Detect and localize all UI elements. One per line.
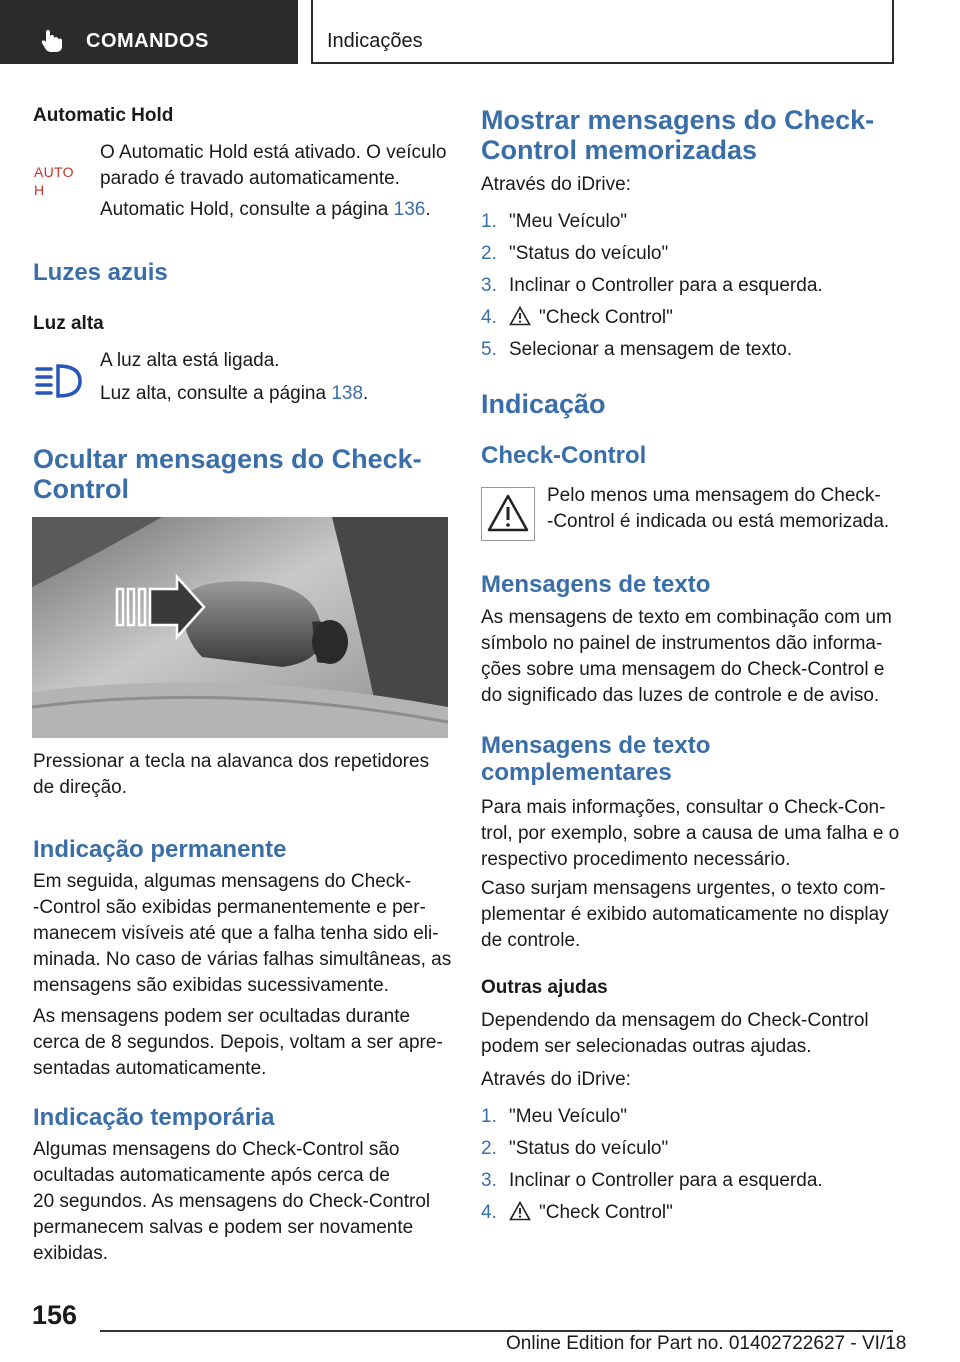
auto-hold-ref-end: . — [425, 199, 431, 220]
list-item — [481, 1136, 901, 1168]
complementares-paragraph1 — [481, 795, 899, 873]
permanente-heading: Indicação permanente — [33, 836, 287, 863]
step-number: 3. — [481, 275, 497, 296]
complementares-heading-line2: complementares — [481, 759, 672, 786]
text-line: respectivo procedimento necessário. — [481, 849, 791, 870]
luz-alta-ref-text: Luz alta, consulte a página — [100, 383, 332, 404]
check-control-heading: Check-Control — [481, 442, 647, 469]
ocultar-caption-line1: Pressionar a tecla na alavanca dos repetidores — [33, 751, 430, 772]
ocultar-heading-line2: Control — [33, 474, 129, 504]
permanente-paragraph2 — [33, 1004, 443, 1082]
list-item — [481, 209, 901, 241]
text-line: sentadas automaticamente. — [33, 1058, 267, 1079]
auto-hold-desc: O Automatic Hold está ativado. O veículo parado é travado automaticamente. — [100, 142, 447, 189]
mensagens-texto-heading: Mensagens de texto — [481, 571, 711, 598]
step-text: "Check Control" — [539, 307, 673, 328]
text-line: manecem visíveis até que a falha tenha sido eli- — [33, 923, 439, 944]
turn-signal-stalk-illustration — [32, 517, 448, 738]
text-line: As mensagens podem ser ocultadas durante — [33, 1006, 411, 1027]
step-text: Inclinar o Controller para a esquerda. — [509, 1170, 823, 1191]
step-number: 5. — [481, 339, 497, 360]
text-line: permanecem salvas e podem ser novamente — [33, 1217, 414, 1238]
section-title: COMANDOS — [86, 30, 209, 52]
list-item — [481, 241, 901, 273]
outras-steps-list — [481, 1104, 901, 1232]
mostrar-heading-line2: Control memorizadas — [481, 135, 758, 165]
chapter-title: Indicações — [327, 30, 423, 52]
step-text: "Meu Veículo" — [509, 211, 628, 232]
luz-alta-ref-end: . — [363, 383, 369, 404]
complementares-paragraph2 — [481, 876, 889, 954]
text-line: plementar é exibido automaticamente no display — [481, 904, 889, 925]
step-text: "Meu Veículo" — [509, 1106, 628, 1127]
step-number: 2. — [481, 243, 497, 264]
outras-intro: Através do iDrive: — [481, 1069, 631, 1090]
step-number: 4. — [481, 307, 497, 328]
auto-hold-page-link[interactable]: 136 — [393, 199, 426, 220]
mensagens-texto-paragraph — [481, 605, 892, 709]
list-item — [481, 273, 901, 305]
step-text: Inclinar o Controller para a esquerda. — [509, 275, 823, 296]
auto-hold-heading: Automatic Hold — [33, 105, 174, 126]
step-text: "Status do veículo" — [509, 1138, 669, 1159]
luzes-azuis-heading: Luzes azuis — [33, 259, 168, 286]
chapter-tab — [311, 0, 894, 64]
mostrar-intro: Através do iDrive: — [481, 174, 631, 195]
hand-pointer-icon — [40, 28, 66, 54]
footer-edition: Online Edition for Part no. 01402722627 - VI/18 — [506, 1333, 907, 1354]
list-item — [481, 337, 901, 369]
text-line: símbolo no painel de instrumentos dão informa- — [481, 633, 883, 654]
footer-divider — [100, 1330, 893, 1332]
text-line: Caso surjam mensagens urgentes, o texto com- — [481, 878, 886, 899]
text-line: do significado das luzes de controle e de aviso. — [481, 685, 880, 706]
ocultar-caption-line2: de direção. — [33, 777, 128, 798]
warning-triangle-icon — [509, 306, 531, 326]
step-number: 2. — [481, 1138, 497, 1159]
text-line: trol, por exemplo, sobre a causa de uma falha e o — [481, 823, 900, 844]
temporaria-paragraph — [33, 1137, 430, 1267]
list-item — [481, 305, 901, 337]
check-control-desc-line2: -Control é indicada ou está memorizada. — [547, 511, 890, 532]
text-line: Algumas mensagens do Check-Control são — [33, 1139, 400, 1160]
step-number: 3. — [481, 1170, 497, 1191]
mostrar-steps-list — [481, 209, 901, 369]
page-number: 156 — [32, 1300, 78, 1330]
auto-hold-ref-text: Automatic Hold, consulte a página — [100, 199, 394, 220]
mostrar-heading-line1: Mostrar mensagens do Check- — [481, 105, 875, 135]
text-line: cerca de 8 segundos. Depois, voltam a ser apre- — [33, 1032, 443, 1053]
warning-triangle-icon — [509, 1201, 531, 1221]
text-line: Dependendo da mensagem do Check-Control — [481, 1010, 869, 1031]
luz-alta-page-link[interactable]: 138 — [331, 383, 364, 404]
text-line: de controle. — [481, 930, 581, 951]
step-number: 4. — [481, 1202, 497, 1223]
high-beam-icon — [34, 362, 84, 400]
text-line: minada. No caso de várias falhas simultâneas, as — [33, 949, 452, 970]
text-line: ocultadas automaticamente após cerca de — [33, 1165, 390, 1186]
permanente-paragraph1 — [33, 869, 451, 999]
text-line: -Control são exibidas permanentemente e per- — [33, 897, 426, 918]
text-line: exibidas. — [33, 1243, 108, 1264]
auto-hold-ref — [100, 197, 450, 223]
text-line: 20 segundos. As mensagens do Check-Control — [33, 1191, 431, 1212]
luz-alta-ref — [100, 381, 368, 407]
auto-hold-icon — [34, 164, 86, 198]
text-line: Em seguida, algumas mensagens do Check- — [33, 871, 412, 892]
text-line: As mensagens de texto em combinação com um — [481, 607, 892, 628]
check-control-desc-line1: Pelo menos uma mensagem do Check- — [547, 485, 881, 506]
list-item — [481, 1168, 901, 1200]
step-text: "Check Control" — [539, 1202, 673, 1223]
luz-alta-heading: Luz alta — [33, 313, 104, 334]
section-tab — [0, 0, 298, 64]
list-item — [481, 1104, 901, 1136]
step-text: "Status do veículo" — [509, 243, 669, 264]
list-item — [481, 1200, 901, 1232]
step-number: 1. — [481, 211, 497, 232]
temporaria-heading: Indicação temporária — [33, 1104, 275, 1131]
text-line: podem ser selecionadas outras ajudas. — [481, 1036, 812, 1057]
outras-ajudas-heading: Outras ajudas — [481, 977, 608, 998]
check-control-warning-icon — [481, 487, 535, 541]
text-line: Para mais informações, consultar o Check-Con- — [481, 797, 886, 818]
indicacao-heading: Indicação — [481, 389, 606, 419]
auto-hold-icon-label: AUTO H — [34, 164, 74, 198]
complementares-heading-line1: Mensagens de texto — [481, 732, 711, 759]
outras-ajudas-paragraph — [481, 1008, 869, 1060]
text-line: ções sobre uma mensagem do Check-Control e — [481, 659, 885, 680]
step-number: 1. — [481, 1106, 497, 1127]
luz-alta-desc: A luz alta está ligada. — [100, 350, 280, 371]
text-line: mensagens são exibidas sucessivamente. — [33, 975, 389, 996]
ocultar-heading-line1: Ocultar mensagens do Check- — [33, 444, 422, 474]
step-text: Selecionar a mensagem de texto. — [509, 339, 793, 360]
